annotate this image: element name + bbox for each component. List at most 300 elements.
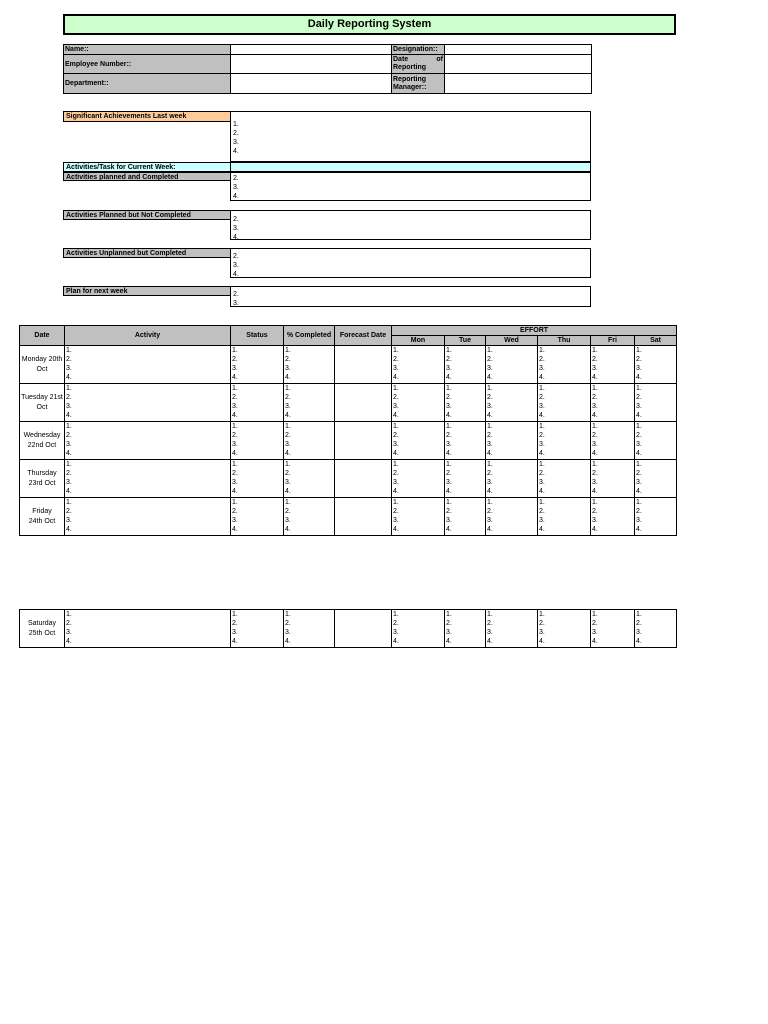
employee-number-field[interactable] xyxy=(231,55,392,74)
weekly-activity-table xyxy=(19,325,677,536)
entry-cell[interactable] xyxy=(335,498,392,536)
list-number: 2. xyxy=(66,432,72,439)
list-number: 3. xyxy=(66,403,72,410)
list-number: 2. xyxy=(232,432,238,439)
list-number: 1. xyxy=(487,461,493,468)
entry-cell[interactable] xyxy=(538,460,591,498)
list-number: 2. xyxy=(539,508,545,515)
list-number: 2. xyxy=(232,470,238,477)
entry-cell[interactable] xyxy=(284,422,335,460)
entry-cell[interactable] xyxy=(284,610,335,648)
list-number: 2. xyxy=(66,356,72,363)
list-number: 1. xyxy=(539,385,545,392)
list-number: 3. xyxy=(592,365,598,372)
activity-header: Activity xyxy=(65,326,231,346)
row-date-line: Friday xyxy=(32,507,52,515)
list-number: 1. xyxy=(232,611,238,618)
list-number: 4. xyxy=(233,271,239,278)
list-number: 4. xyxy=(66,374,72,381)
list-number: 3. xyxy=(636,403,642,410)
list-number: 3. xyxy=(393,629,399,636)
list-number: 2. xyxy=(636,394,642,401)
list-number: 2. xyxy=(233,291,239,298)
list-number: 2. xyxy=(233,130,239,137)
row-date-line: Oct xyxy=(36,403,48,411)
entry-cell[interactable] xyxy=(635,346,677,384)
table-row xyxy=(20,346,677,384)
list-number: 1. xyxy=(446,423,452,430)
list-number: 1. xyxy=(232,347,238,354)
day-header-fri: Fri xyxy=(591,336,635,346)
list-number: 3. xyxy=(446,629,452,636)
list-number: 2. xyxy=(285,620,291,627)
list-number: 3. xyxy=(446,441,452,448)
list-number: 2. xyxy=(636,432,642,439)
entry-cell[interactable] xyxy=(284,460,335,498)
entry-cell[interactable] xyxy=(65,384,231,422)
list-number: 3. xyxy=(446,365,452,372)
day-header-mon: Mon xyxy=(392,336,445,346)
list-number: 1. xyxy=(539,499,545,506)
list-number: 2. xyxy=(446,356,452,363)
activities-current-week-label: Activities/Task for Current Week: xyxy=(63,162,231,172)
list-number: 3. xyxy=(393,403,399,410)
list-number: 4. xyxy=(66,526,72,533)
list-number: 4. xyxy=(539,450,545,457)
planned-completed-label: Activities planned and Completed xyxy=(63,172,231,181)
list-number: 3. xyxy=(592,441,598,448)
list-number: 3. xyxy=(232,479,238,486)
list-number: 1. xyxy=(636,385,642,392)
row-date-line: Monday 20th xyxy=(21,355,63,363)
planned-completed-box[interactable] xyxy=(230,172,591,201)
list-number: 1. xyxy=(66,461,72,468)
list-number: 2. xyxy=(446,432,452,439)
department-label: Department:: xyxy=(64,74,231,94)
list-number: 3. xyxy=(233,300,239,307)
row-date-line: Tuesday 21st xyxy=(21,393,63,401)
list-number: 1. xyxy=(487,611,493,618)
list-number: 1. xyxy=(446,499,452,506)
list-number: 4. xyxy=(285,526,291,533)
list-number: 4. xyxy=(636,374,642,381)
list-number: 4. xyxy=(487,526,493,533)
list-number: 3. xyxy=(393,517,399,524)
department-field[interactable] xyxy=(231,74,392,94)
list-number: 2. xyxy=(539,470,545,477)
day-header-thu: Thu xyxy=(538,336,591,346)
list-number: 2. xyxy=(592,356,598,363)
list-number: 1. xyxy=(285,347,291,354)
list-number: 3. xyxy=(233,225,239,232)
table-row xyxy=(20,460,677,498)
list-number: 2. xyxy=(539,394,545,401)
unplanned-completed-label: Activities Unplanned but Completed xyxy=(63,248,231,258)
entry-cell[interactable] xyxy=(538,422,591,460)
reporting-manager-field[interactable] xyxy=(445,74,592,94)
list-number: 4. xyxy=(446,374,452,381)
entry-cell[interactable] xyxy=(538,384,591,422)
activities-current-week-bar xyxy=(230,162,591,172)
list-number: 3. xyxy=(285,629,291,636)
list-number: 2. xyxy=(446,620,452,627)
list-number: 2. xyxy=(66,470,72,477)
list-number: 2. xyxy=(232,394,238,401)
name-label: Name:: xyxy=(64,45,231,55)
list-number: 4. xyxy=(539,412,545,419)
list-number: 4. xyxy=(232,526,238,533)
next-week-box[interactable] xyxy=(230,286,591,307)
list-number: 2. xyxy=(393,508,399,515)
list-number: 4. xyxy=(539,374,545,381)
table-row xyxy=(20,498,677,536)
list-number: 4. xyxy=(539,526,545,533)
list-number: 2. xyxy=(446,394,452,401)
list-number: 2. xyxy=(233,216,239,223)
list-number: 3. xyxy=(285,403,291,410)
list-number: 3. xyxy=(393,441,399,448)
date-header: Date xyxy=(20,326,65,346)
planned-not-completed-label: Activities Planned but Not Completed xyxy=(63,210,231,220)
list-number: 2. xyxy=(393,356,399,363)
list-number: 4. xyxy=(285,638,291,645)
entry-cell[interactable] xyxy=(445,384,486,422)
day-header-tue: Tue xyxy=(445,336,486,346)
entry-cell[interactable] xyxy=(486,422,538,460)
list-number: 4. xyxy=(539,638,545,645)
entry-cell[interactable] xyxy=(635,498,677,536)
row-date xyxy=(20,384,65,422)
entry-cell[interactable] xyxy=(392,498,445,536)
list-number: 3. xyxy=(539,479,545,486)
entry-cell[interactable] xyxy=(445,422,486,460)
list-number: 4. xyxy=(66,450,72,457)
list-number: 4. xyxy=(232,638,238,645)
entry-cell[interactable] xyxy=(231,610,284,648)
list-number: 2. xyxy=(66,620,72,627)
list-number: 1. xyxy=(592,461,598,468)
list-number: 4. xyxy=(446,526,452,533)
list-number: 3. xyxy=(487,441,493,448)
entry-cell[interactable] xyxy=(231,460,284,498)
date-of-reporting-label xyxy=(392,55,445,74)
list-number: 1. xyxy=(539,611,545,618)
list-number: 2. xyxy=(232,620,238,627)
row-date-line: Saturday xyxy=(27,619,57,627)
list-number: 1. xyxy=(393,461,399,468)
list-number: 3. xyxy=(487,479,493,486)
list-number: 3. xyxy=(636,517,642,524)
list-number: 3. xyxy=(539,441,545,448)
entry-cell[interactable] xyxy=(445,460,486,498)
entry-cell[interactable] xyxy=(231,498,284,536)
entry-cell[interactable] xyxy=(591,346,635,384)
list-number: 2. xyxy=(233,253,239,260)
list-number: 4. xyxy=(393,374,399,381)
entry-cell[interactable] xyxy=(392,610,445,648)
entry-cell[interactable] xyxy=(486,384,538,422)
list-number: 3. xyxy=(592,629,598,636)
list-number: 4. xyxy=(487,412,493,419)
entry-cell[interactable] xyxy=(231,384,284,422)
entry-cell[interactable] xyxy=(538,610,591,648)
entry-cell[interactable] xyxy=(635,384,677,422)
list-number: 2. xyxy=(446,508,452,515)
list-number: 3. xyxy=(285,479,291,486)
list-number: 4. xyxy=(233,148,239,155)
list-number: 3. xyxy=(636,479,642,486)
entry-cell[interactable] xyxy=(538,498,591,536)
entry-cell[interactable] xyxy=(591,460,635,498)
entry-cell[interactable] xyxy=(591,422,635,460)
list-number: 4. xyxy=(592,412,598,419)
row-date-line: Wednesday xyxy=(23,431,61,439)
list-number: 2. xyxy=(539,620,545,627)
list-number: 4. xyxy=(66,638,72,645)
list-number: 4. xyxy=(592,374,598,381)
list-number: 1. xyxy=(487,347,493,354)
list-number: 2. xyxy=(592,432,598,439)
entry-cell[interactable] xyxy=(65,346,231,384)
designation-label: Designation:: xyxy=(392,45,445,55)
list-number: 4. xyxy=(592,450,598,457)
list-number: 1. xyxy=(393,499,399,506)
entry-cell[interactable] xyxy=(65,610,231,648)
list-number: 1. xyxy=(285,385,291,392)
list-number: 2. xyxy=(487,508,493,515)
list-number: 1. xyxy=(446,461,452,468)
entry-cell[interactable] xyxy=(445,610,486,648)
list-number: 2. xyxy=(285,356,291,363)
list-number: 4. xyxy=(487,450,493,457)
entry-cell[interactable] xyxy=(65,422,231,460)
list-number: 4. xyxy=(393,488,399,495)
entry-cell[interactable] xyxy=(392,460,445,498)
entry-cell[interactable] xyxy=(635,610,677,648)
list-number: 1. xyxy=(446,385,452,392)
reporting-label-word: Reporting xyxy=(393,64,427,71)
list-number: 3. xyxy=(487,365,493,372)
list-number: 2. xyxy=(592,394,598,401)
list-number: 4. xyxy=(393,526,399,533)
list-number: 2. xyxy=(487,470,493,477)
list-number: 1. xyxy=(636,499,642,506)
list-number: 3. xyxy=(636,441,642,448)
entry-cell[interactable] xyxy=(65,460,231,498)
list-number: 3. xyxy=(66,517,72,524)
achievements-box[interactable] xyxy=(230,111,591,162)
entry-cell[interactable] xyxy=(65,498,231,536)
entry-cell[interactable] xyxy=(635,422,677,460)
list-number: 4. xyxy=(446,638,452,645)
list-number: 2. xyxy=(285,470,291,477)
list-number: 1. xyxy=(592,611,598,618)
list-number: 1. xyxy=(636,347,642,354)
table-row xyxy=(20,422,677,460)
list-number: 4. xyxy=(285,488,291,495)
list-number: 3. xyxy=(232,403,238,410)
entry-cell[interactable] xyxy=(486,460,538,498)
unplanned-completed-box[interactable] xyxy=(230,248,591,278)
day-header-wed: Wed xyxy=(486,336,538,346)
entry-cell[interactable] xyxy=(392,346,445,384)
date-of-reporting-field[interactable] xyxy=(445,55,592,74)
list-number: 4. xyxy=(233,234,239,240)
list-number: 3. xyxy=(232,365,238,372)
table-row xyxy=(20,610,677,648)
entry-cell[interactable] xyxy=(335,610,392,648)
list-number: 4. xyxy=(592,526,598,533)
list-number: 3. xyxy=(592,517,598,524)
entry-cell[interactable] xyxy=(284,498,335,536)
list-number: 2. xyxy=(393,394,399,401)
list-number: 3. xyxy=(285,517,291,524)
entry-cell[interactable] xyxy=(486,498,538,536)
list-number: 2. xyxy=(487,356,493,363)
entry-cell[interactable] xyxy=(591,384,635,422)
list-number: 2. xyxy=(285,432,291,439)
entry-cell[interactable] xyxy=(231,346,284,384)
row-date xyxy=(20,422,65,460)
name-field[interactable] xyxy=(231,45,392,55)
list-number: 2. xyxy=(232,508,238,515)
list-number: 1. xyxy=(66,347,72,354)
list-number: 4. xyxy=(393,412,399,419)
achievements-label: Significant Achievements Last week xyxy=(63,111,231,122)
list-number: 2. xyxy=(539,432,545,439)
entry-cell[interactable] xyxy=(335,460,392,498)
reporting-manager-label: Reporting Manager:: xyxy=(392,74,445,94)
list-number: 3. xyxy=(233,184,239,191)
row-date-line: Thursday xyxy=(27,469,57,477)
list-number: 3. xyxy=(393,479,399,486)
list-number: 1. xyxy=(487,385,493,392)
entry-cell[interactable] xyxy=(486,610,538,648)
row-date xyxy=(20,346,65,384)
list-number: 4. xyxy=(446,450,452,457)
list-number: 3. xyxy=(446,403,452,410)
list-number: 1. xyxy=(285,611,291,618)
list-number: 3. xyxy=(592,403,598,410)
next-week-label: Plan for next week xyxy=(63,286,231,296)
list-number: 1. xyxy=(636,461,642,468)
row-date-line: 23rd Oct xyxy=(28,479,56,487)
list-number: 4. xyxy=(232,412,238,419)
list-number: 3. xyxy=(539,629,545,636)
entry-cell[interactable] xyxy=(284,346,335,384)
list-number: 2. xyxy=(592,508,598,515)
entry-cell[interactable] xyxy=(591,610,635,648)
list-number: 1. xyxy=(232,423,238,430)
list-number: 2. xyxy=(285,508,291,515)
list-number: 4. xyxy=(487,488,493,495)
entry-cell[interactable] xyxy=(392,384,445,422)
list-number: 1. xyxy=(285,499,291,506)
list-number: 3. xyxy=(539,517,545,524)
list-number: 1. xyxy=(393,611,399,618)
list-number: 1. xyxy=(393,347,399,354)
list-number: 3. xyxy=(66,441,72,448)
saturday-activity-table xyxy=(19,609,677,648)
list-number: 1. xyxy=(66,423,72,430)
list-number: 1. xyxy=(446,347,452,354)
list-number: 1. xyxy=(487,499,493,506)
list-number: 3. xyxy=(636,365,642,372)
list-number: 2. xyxy=(66,508,72,515)
list-number: 2. xyxy=(393,470,399,477)
list-number: 1. xyxy=(636,423,642,430)
list-number: 1. xyxy=(232,461,238,468)
employee-number-label: Employee Number:: xyxy=(64,55,231,74)
list-number: 1. xyxy=(285,423,291,430)
entry-cell[interactable] xyxy=(392,422,445,460)
list-number: 3. xyxy=(636,629,642,636)
entry-cell[interactable] xyxy=(591,498,635,536)
list-number: 1. xyxy=(539,423,545,430)
list-number: 3. xyxy=(446,517,452,524)
list-number: 3. xyxy=(446,479,452,486)
entry-cell[interactable] xyxy=(335,384,392,422)
list-number: 3. xyxy=(232,517,238,524)
list-number: 4. xyxy=(232,488,238,495)
list-number: 1. xyxy=(446,611,452,618)
list-number: 4. xyxy=(393,450,399,457)
entry-cell[interactable] xyxy=(635,460,677,498)
list-number: 1. xyxy=(232,385,238,392)
entry-cell[interactable] xyxy=(231,422,284,460)
entry-cell[interactable] xyxy=(335,422,392,460)
list-number: 2. xyxy=(636,508,642,515)
list-number: 4. xyxy=(285,412,291,419)
list-number: 1. xyxy=(232,499,238,506)
list-number: 3. xyxy=(539,403,545,410)
completed-header: % Completed xyxy=(284,326,335,346)
list-number: 1. xyxy=(66,611,72,618)
entry-cell[interactable] xyxy=(445,498,486,536)
entry-cell[interactable] xyxy=(284,384,335,422)
list-number: 3. xyxy=(66,629,72,636)
list-number: 1. xyxy=(592,385,598,392)
day-header-sat: Sat xyxy=(635,336,677,346)
list-number: 4. xyxy=(446,412,452,419)
row-date xyxy=(20,460,65,498)
list-number: 2. xyxy=(539,356,545,363)
list-number: 2. xyxy=(636,620,642,627)
list-number: 4. xyxy=(487,638,493,645)
list-number: 4. xyxy=(636,488,642,495)
entry-cell[interactable] xyxy=(538,346,591,384)
list-number: 4. xyxy=(285,450,291,457)
entry-cell[interactable] xyxy=(445,346,486,384)
list-number: 4. xyxy=(636,450,642,457)
list-number: 3. xyxy=(487,403,493,410)
designation-field[interactable] xyxy=(445,45,592,55)
planned-not-completed-box[interactable] xyxy=(230,210,591,240)
list-number: 2. xyxy=(446,470,452,477)
list-number: 3. xyxy=(285,441,291,448)
list-number: 3. xyxy=(393,365,399,372)
row-date xyxy=(20,498,65,536)
entry-cell[interactable] xyxy=(335,346,392,384)
entry-cell[interactable] xyxy=(486,346,538,384)
list-number: 3. xyxy=(232,441,238,448)
list-number: 1. xyxy=(636,611,642,618)
list-number: 3. xyxy=(285,365,291,372)
list-number: 2. xyxy=(487,432,493,439)
list-number: 4. xyxy=(393,638,399,645)
list-number: 4. xyxy=(446,488,452,495)
list-number: 4. xyxy=(636,412,642,419)
